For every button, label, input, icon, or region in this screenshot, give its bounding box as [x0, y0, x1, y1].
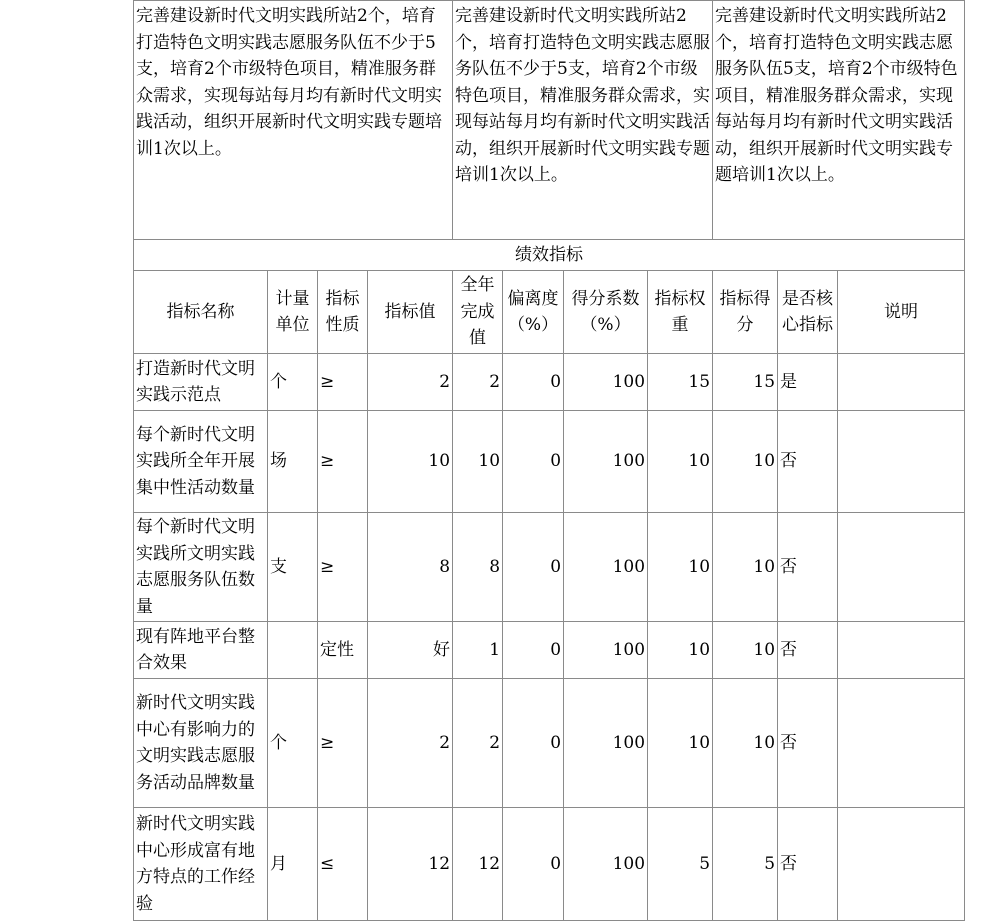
header-note: 说明	[838, 271, 965, 354]
header-unit: 计量单位	[268, 271, 318, 354]
header-annual: 全年完成值	[453, 271, 503, 354]
row-score: 10	[713, 679, 778, 808]
table-row	[134, 679, 965, 808]
row-name: 新时代文明实践中心有影响力的文明实践志愿服务活动品牌数量	[134, 679, 268, 808]
row-coef: 100	[564, 411, 648, 513]
row-value: 10	[368, 411, 453, 513]
row-nature: ≤	[318, 808, 368, 921]
row-score: 10	[713, 411, 778, 513]
row-nature: ≥	[318, 679, 368, 808]
header-name: 指标名称	[134, 271, 268, 354]
header-coef: 得分系数（%）	[564, 271, 648, 354]
row-core: 是	[778, 354, 838, 411]
row-weight: 10	[648, 679, 713, 808]
section-title: 绩效指标	[134, 240, 965, 271]
row-deviation: 0	[503, 513, 564, 622]
row-value: 8	[368, 513, 453, 622]
row-coef: 100	[564, 622, 648, 679]
row-unit: 个	[268, 354, 318, 411]
row-unit: 月	[268, 808, 318, 921]
row-coef: 100	[564, 513, 648, 622]
row-weight: 5	[648, 808, 713, 921]
row-core: 否	[778, 513, 838, 622]
row-unit: 支	[268, 513, 318, 622]
row-score: 10	[713, 513, 778, 622]
row-deviation: 0	[503, 411, 564, 513]
row-core: 否	[778, 679, 838, 808]
table-row	[134, 411, 965, 513]
row-unit	[268, 622, 318, 679]
table-row	[134, 808, 965, 921]
row-annual: 10	[453, 411, 503, 513]
row-core: 否	[778, 808, 838, 921]
row-deviation: 0	[503, 679, 564, 808]
header-row	[134, 271, 965, 354]
row-nature: ≥	[318, 411, 368, 513]
row-deviation: 0	[503, 622, 564, 679]
header-deviation: 偏离度（%）	[503, 271, 564, 354]
row-note	[838, 808, 965, 921]
row-core: 否	[778, 622, 838, 679]
row-nature: ≥	[318, 354, 368, 411]
row-score: 10	[713, 622, 778, 679]
section-row	[134, 240, 965, 271]
row-unit: 个	[268, 679, 318, 808]
row-name: 每个新时代文明实践所文明实践志愿服务队伍数量	[134, 513, 268, 622]
goal-cell-2: 完善建设新时代文明实践所站2个，培育打造特色文明实践志愿服务队伍不少于5支，培育2个市级特色项目，精准服务群众需求，实现每站每月均有新时代文明实践活动，组织开展新时代文明实践专题培训1次以上。	[453, 1, 713, 240]
row-weight: 15	[648, 354, 713, 411]
row-note	[838, 354, 965, 411]
header-value: 指标值	[368, 271, 453, 354]
row-nature: ≥	[318, 513, 368, 622]
row-value: 2	[368, 354, 453, 411]
header-score: 指标得分	[713, 271, 778, 354]
row-note	[838, 679, 965, 808]
row-score: 5	[713, 808, 778, 921]
row-weight: 10	[648, 622, 713, 679]
row-name: 打造新时代文明实践示范点	[134, 354, 268, 411]
row-annual: 8	[453, 513, 503, 622]
row-name: 每个新时代文明实践所全年开展集中性活动数量	[134, 411, 268, 513]
goal-cell-1: 完善建设新时代文明实践所站2个，培育打造特色文明实践志愿服务队伍不少于5支，培育2个市级特色项目，精准服务群众需求，实现每站每月均有新时代文明实践活动，组织开展新时代文明实践专题培训1次以上。	[134, 1, 453, 240]
table-row	[134, 622, 965, 679]
row-name: 新时代文明实践中心形成富有地方特点的工作经验	[134, 808, 268, 921]
goal-row	[134, 1, 965, 240]
row-deviation: 0	[503, 808, 564, 921]
row-name: 现有阵地平台整合效果	[134, 622, 268, 679]
row-coef: 100	[564, 679, 648, 808]
row-score: 15	[713, 354, 778, 411]
row-note	[838, 411, 965, 513]
row-annual: 12	[453, 808, 503, 921]
table-row	[134, 513, 965, 622]
row-core: 否	[778, 411, 838, 513]
header-weight: 指标权重	[648, 271, 713, 354]
row-annual: 1	[453, 622, 503, 679]
row-weight: 10	[648, 411, 713, 513]
row-coef: 100	[564, 354, 648, 411]
row-deviation: 0	[503, 354, 564, 411]
row-coef: 100	[564, 808, 648, 921]
row-weight: 10	[648, 513, 713, 622]
header-nature: 指标性质	[318, 271, 368, 354]
row-value: 好	[368, 622, 453, 679]
row-note	[838, 513, 965, 622]
row-annual: 2	[453, 354, 503, 411]
row-annual: 2	[453, 679, 503, 808]
performance-table	[133, 0, 965, 921]
row-value: 12	[368, 808, 453, 921]
row-value: 2	[368, 679, 453, 808]
table-row	[134, 354, 965, 411]
header-core: 是否核心指标	[778, 271, 838, 354]
row-unit: 场	[268, 411, 318, 513]
goal-cell-3: 完善建设新时代文明实践所站2个，培育打造特色文明实践志愿服务队伍5支，培育2个市级特色项目，精准服务群众需求，实现每站每月均有新时代文明实践活动，组织开展新时代文明实践专题培训1次以上。	[713, 1, 965, 240]
row-note	[838, 622, 965, 679]
row-nature: 定性	[318, 622, 368, 679]
